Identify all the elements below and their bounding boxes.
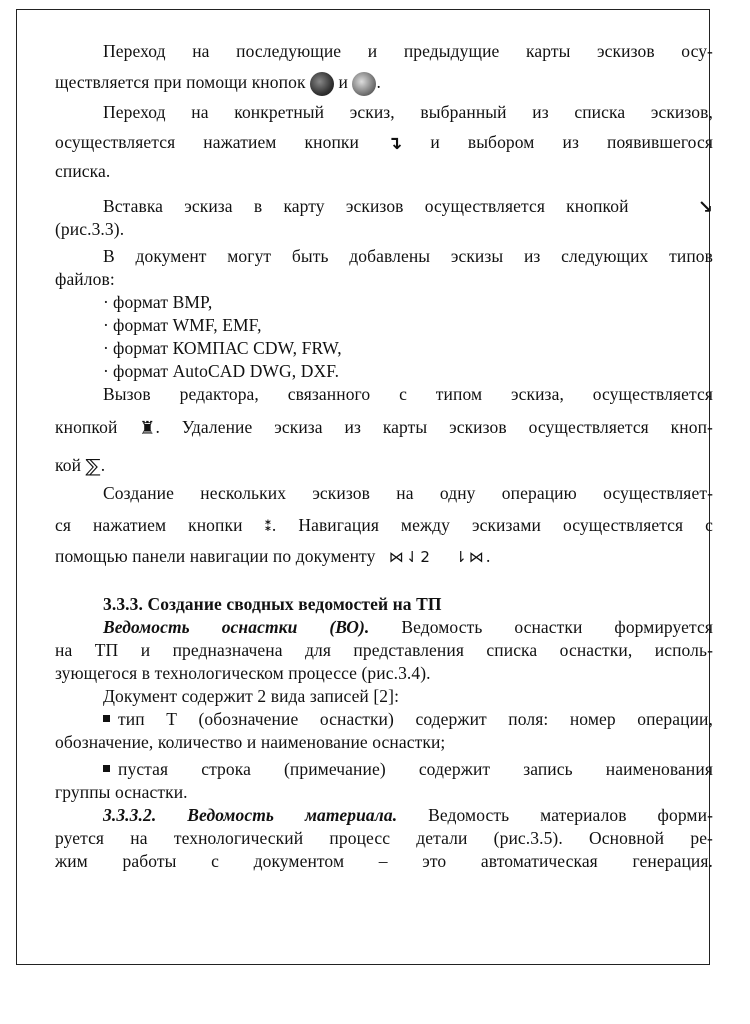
paragraph-text: списка. bbox=[55, 161, 111, 181]
paragraph-text: Вызов редактора, связанного с типом эскиза, осуществляется bbox=[103, 384, 713, 404]
insert-sketch-icon: ↘ bbox=[697, 196, 713, 218]
paragraph-navigation-cards-cont bbox=[55, 63, 713, 101]
paragraph-text: Вставка эскиза в карту эскизов осуществляется кнопкой bbox=[103, 196, 629, 216]
paragraph-insert-sketch-end bbox=[55, 218, 713, 241]
list-item-text: формат BMP, bbox=[113, 292, 213, 312]
edit-sketch-icon: ♜ bbox=[139, 417, 156, 439]
navigation-panel-icon: ⇂⋈ bbox=[454, 548, 486, 566]
paragraph-text: . bbox=[100, 455, 106, 475]
paragraph-text: Переход на конкретный эскиз, выбранный из списка эскизов, bbox=[103, 102, 713, 122]
paragraph-text: файлов: bbox=[55, 269, 115, 289]
list-item-text: формат WMF, EMF, bbox=[113, 315, 262, 335]
document-page bbox=[16, 9, 713, 965]
bullet-marker bbox=[103, 715, 110, 722]
paragraph-multi-sketch bbox=[55, 482, 713, 505]
paragraph-text: В документ могут быть добавлены эскизы из следующих типов bbox=[103, 246, 713, 266]
delete-sketch-icon: ⅀ bbox=[85, 455, 101, 477]
paragraph-insert-sketch bbox=[55, 195, 713, 218]
paragraph-text: кой bbox=[55, 455, 82, 475]
paragraph-text: и bbox=[338, 72, 348, 92]
bullet-item bbox=[55, 758, 713, 781]
paragraph-text: Ведомость материалов форми- bbox=[397, 805, 713, 825]
paragraph-text: Переход на последующие и предыдущие карты эскизов осу- bbox=[103, 41, 713, 61]
term-title: 3.3.3.2. Ведомость материала. bbox=[103, 805, 398, 825]
bullet-text: обозначение, количество и наименование оснастки; bbox=[55, 732, 446, 752]
bullet-text: пустая строка (примечание) содержит запись наименования bbox=[118, 759, 713, 779]
paragraph-text: кнопкой bbox=[55, 417, 118, 437]
paragraph-file-types-end bbox=[55, 268, 713, 291]
paragraph-record-types: Документ содержит 2 вида записей [2]: bbox=[103, 686, 400, 706]
paragraph-select-sketch-cont bbox=[55, 124, 713, 160]
select-sketch-icon: ↴ bbox=[387, 132, 403, 154]
paragraph-material-list bbox=[55, 804, 713, 827]
paragraph-tooling-list-cont bbox=[55, 639, 713, 662]
paragraph-material-list-cont bbox=[55, 827, 713, 850]
section-heading: 3.3.3. Создание сводных ведомостей на ТП bbox=[103, 594, 442, 614]
paragraph-text: жим работы с документом – это автоматическая генерация. bbox=[55, 851, 713, 871]
next-card-icon bbox=[352, 72, 376, 96]
paragraph-text: зующегося в технологическом процессе (рис.3.4). bbox=[55, 663, 431, 683]
list-dot: · bbox=[103, 338, 109, 358]
multi-sketch-icon: ⁑ bbox=[264, 518, 272, 535]
paragraph-text: . Навигация между эскизами осуществляется с bbox=[271, 515, 713, 535]
bullet-text: группы оснастки. bbox=[55, 782, 188, 802]
list-dot: · bbox=[103, 292, 109, 312]
paragraph-material-list-end bbox=[55, 850, 713, 873]
list-item bbox=[55, 337, 713, 360]
paragraph-text: . bbox=[376, 72, 381, 92]
paragraph-tooling-list bbox=[55, 616, 713, 639]
paragraph-text: . bbox=[485, 546, 491, 566]
bullet-item-cont bbox=[55, 781, 713, 804]
paragraph-select-sketch bbox=[55, 101, 713, 124]
paragraph-text: на ТП и предназначена для представления списка оснастки, исполь- bbox=[55, 640, 713, 660]
paragraph-editor bbox=[55, 383, 713, 406]
paragraph-text: ществляется при помощи кнопок bbox=[55, 72, 306, 92]
bullet-item bbox=[55, 708, 713, 731]
paragraph-file-types bbox=[55, 245, 713, 268]
paragraph-navigation-panel bbox=[55, 545, 713, 569]
prev-card-icon bbox=[310, 72, 334, 96]
navigation-panel-icon: ⋈⇃2 bbox=[388, 548, 432, 566]
paragraph-text: Ведомость оснастки формируется bbox=[369, 617, 713, 637]
bullet-text: тип Т (обозначение оснастки) содержит поля: номер операции, bbox=[118, 709, 713, 729]
paragraph-text: помощью панели навигации по документу bbox=[55, 546, 376, 566]
list-item bbox=[55, 291, 713, 314]
paragraph-text: руется на технологический процесс детали (рис.3.5). Основной ре- bbox=[55, 828, 713, 848]
bullet-item-cont bbox=[55, 731, 713, 754]
list-item-text: формат AutoCAD DWG, DXF. bbox=[113, 361, 340, 381]
paragraph-text: Создание нескольких эскизов на одну операцию осуществляет- bbox=[103, 483, 713, 503]
paragraph-text: ся нажатием кнопки bbox=[55, 515, 243, 535]
paragraph-delete bbox=[55, 448, 713, 482]
bullet-marker bbox=[103, 765, 110, 772]
list-dot: · bbox=[103, 361, 109, 381]
paragraph-navigation-cards bbox=[55, 40, 713, 63]
paragraph-multi-sketch-cont bbox=[55, 505, 713, 545]
page-content bbox=[55, 40, 713, 873]
paragraph-text: осуществляется нажатием кнопки bbox=[55, 132, 359, 152]
paragraph-editor-cont bbox=[55, 406, 713, 448]
paragraph-text: и выбором из появившегося bbox=[430, 132, 713, 152]
term-title: Ведомость оснастки (ВО). bbox=[103, 617, 370, 637]
list-item-text: формат КОМПАС CDW, FRW, bbox=[113, 338, 342, 358]
list-item bbox=[55, 360, 713, 383]
paragraph-tooling-list-end bbox=[55, 662, 713, 685]
list-item bbox=[55, 314, 713, 337]
paragraph-text: . Удаление эскиза из карты эскизов осуществляется кноп- bbox=[155, 417, 713, 437]
paragraph-select-sketch-end bbox=[55, 160, 713, 183]
paragraph-text: (рис.3.3). bbox=[55, 219, 125, 239]
list-dot: · bbox=[103, 315, 109, 335]
